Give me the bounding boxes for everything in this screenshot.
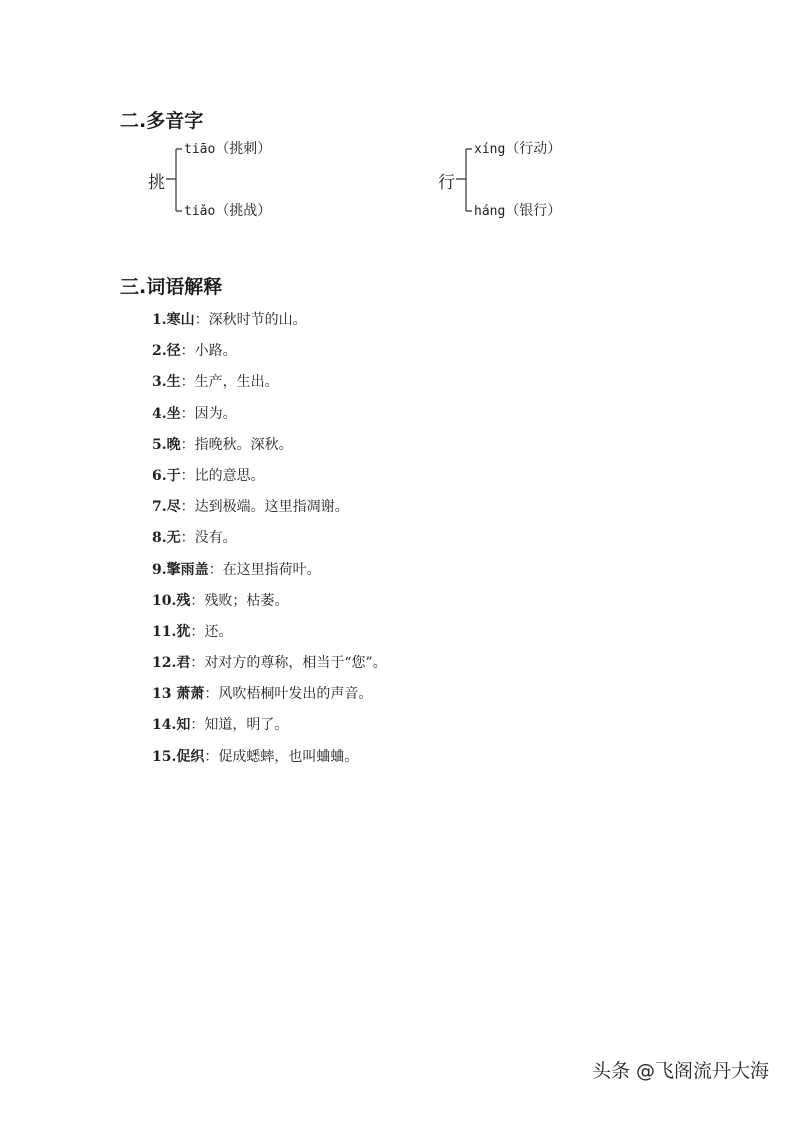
list-item (152, 715, 387, 746)
separator: ： (190, 623, 205, 640)
separator: ： (190, 717, 205, 734)
term: 2.径 (152, 343, 181, 360)
pinyin: tiāo (184, 142, 216, 157)
list-item (152, 404, 387, 435)
term: 10.残 (152, 592, 191, 609)
separator: ： (180, 374, 195, 391)
example-word: （挑刺） (215, 141, 272, 157)
pinyin: háng (474, 204, 506, 219)
vocabulary-list (152, 310, 387, 778)
section-title-polyphonic: 二.多音字 (120, 110, 204, 132)
definition: 还。 (204, 623, 233, 640)
term: 3.生 (152, 374, 181, 391)
definition: 没有。 (194, 530, 237, 547)
definition: 促成蟋蟀，也叫蛐蛐。 (218, 748, 359, 765)
polyphonic-group (146, 138, 386, 222)
example-word: （挑战） (215, 203, 272, 219)
term: 8.无 (152, 530, 181, 547)
list-item (152, 747, 387, 778)
list-item (152, 497, 387, 528)
definition: 因为。 (194, 405, 237, 422)
term: 9.擎雨盖 (152, 561, 209, 578)
definition: 小路。 (194, 343, 237, 360)
term: 6.于 (152, 467, 181, 484)
reading-2 (184, 200, 271, 220)
list-item (152, 653, 387, 684)
list-item (152, 310, 387, 341)
term: 11.犹 (152, 623, 191, 640)
list-item (152, 591, 387, 622)
list-item (152, 560, 387, 591)
pinyin: tiǎo (184, 204, 216, 219)
polyphonic-group (436, 138, 676, 222)
definition: 在这里指荷叶。 (222, 561, 321, 578)
definition: 达到极端。这里指凋谢。 (194, 499, 349, 516)
list-item (152, 528, 387, 559)
reading-1 (184, 138, 271, 158)
definition: 指晚秋。深秋。 (194, 436, 293, 453)
separator: ： (180, 343, 195, 360)
separator: ： (180, 530, 195, 547)
list-item (152, 466, 387, 497)
definition: 对对方的尊称，相当于“您”。 (204, 655, 387, 672)
polyphonic-char: 行 (438, 173, 455, 193)
term: 12.君 (152, 655, 191, 672)
example-word: （行动） (505, 141, 562, 157)
separator: ： (190, 592, 205, 609)
section-title-vocabulary: 三.词语解释 (120, 276, 223, 298)
separator: ： (204, 686, 219, 703)
pinyin: xíng (474, 142, 506, 157)
term: 7.尽 (152, 499, 181, 516)
watermark: 头条 @飞阁流丹大海 (592, 1060, 770, 1082)
polyphonic-char: 挑 (148, 173, 165, 193)
reading-2 (474, 200, 561, 220)
separator: ： (180, 436, 195, 453)
list-item (152, 622, 387, 653)
term: 13 萧萧 (152, 686, 205, 703)
definition: 风吹梧桐叶发出的声音。 (218, 686, 373, 703)
definition: 知道，明了。 (204, 717, 289, 734)
term: 5.晚 (152, 436, 181, 453)
reading-1 (474, 138, 561, 158)
separator: ： (204, 748, 219, 765)
definition: 比的意思。 (194, 467, 265, 484)
separator: ： (180, 467, 195, 484)
list-item (152, 684, 387, 715)
separator: ： (194, 312, 209, 328)
separator: ： (180, 405, 195, 422)
term: 4.坐 (152, 405, 181, 422)
term: 14.知 (152, 717, 191, 734)
term: 15.促织 (152, 748, 205, 765)
definition: 生产，生出。 (194, 374, 279, 391)
term: 1.寒山 (152, 312, 195, 328)
list-item (152, 372, 387, 403)
separator: ： (208, 561, 223, 578)
list-item (152, 341, 387, 372)
example-word: （银行） (505, 203, 562, 219)
separator: ： (180, 499, 195, 516)
definition: 深秋时节的山。 (208, 312, 307, 328)
separator: ： (190, 655, 205, 672)
list-item (152, 435, 387, 466)
definition: 残败；枯萎。 (204, 592, 289, 609)
